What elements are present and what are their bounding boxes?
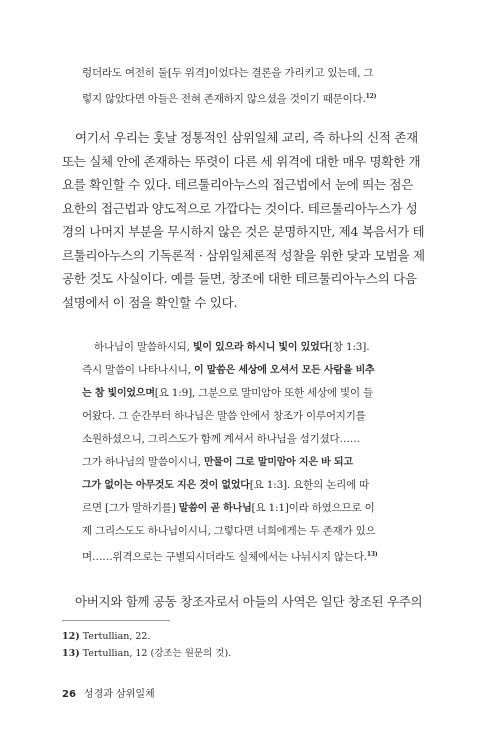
footnote-item: 13) Tertullian, 12 (강조는 원문의 것). xyxy=(62,648,232,659)
footnote-ref[interactable]: 12) xyxy=(365,93,377,100)
footnotes xyxy=(62,628,231,662)
page-footer xyxy=(62,685,155,700)
quote-line: 어왔다. 그 순간부터 하나님은 말씀 안에서 창조가 이루어지기를 xyxy=(82,410,366,422)
main-line: 경의 나머지 부분을 무시하지 않은 것은 분명하지만, 제4 복음서가 테 xyxy=(62,224,425,239)
quote-line: 제 그리스도도 하나님이시니, 그렇다면 너희에게는 두 존재가 있으 xyxy=(82,525,376,537)
quote-line: 소원하셨으니, 그리스도가 함께 계셔서 하나님을 섬기셨다…… xyxy=(82,433,361,445)
main-line: 또는 실체 안에 존재하는 뚜렷이 다른 세 위격에 대한 매우 명확한 개 xyxy=(62,153,421,169)
quote-line: 하나님이 말씀하시되, 빛이 있으라 하시니 빛이 있었다[창 1:3]. xyxy=(94,341,370,353)
footnote-item: 12) Tertullian, 22. xyxy=(62,631,151,642)
book-title: 성경과 삼위일체 xyxy=(83,689,155,700)
closing-paragraph xyxy=(62,590,422,614)
quote-line: 며……위격으로는 구별되시더라도 실체에서는 나뉘시지 않는다.$^{13)}$ xyxy=(82,551,378,563)
block-quote xyxy=(82,336,402,569)
main-line: 설명에서 이 점을 확인할 수 있다. xyxy=(62,294,238,310)
quote-line: 즉시 말씀이 나타나시니, 이 말씀은 세상에 오셔서 모든 사람을 비추 xyxy=(82,364,375,376)
footnote-ref[interactable]: 13) xyxy=(366,551,378,558)
main-paragraph xyxy=(62,126,425,314)
quote-line: 그가 하나님의 말씀이시니, 만물이 그로 말미암아 지은 바 되고 xyxy=(82,456,353,468)
intro-line: 렇지 않았다면 아들은 전혀 존재하지 않으셨을 것이기 때문이다.$^{12)}$ xyxy=(82,93,377,105)
quote-line: 는 참 빛이었으며[요 1:9], 그분으로 말미암아 또한 세상에 빛이 들 xyxy=(82,387,374,399)
main-line: 여기서 우리는 훗날 정통적인 삼위일체 교리, 즉 하나의 신적 존재 xyxy=(75,130,418,145)
quote-line: 르면 [그가 말하기를] 말씀이 곧 하나님[요 1:1]이라 하였으므로 이 xyxy=(82,502,375,514)
intro-paragraph xyxy=(82,62,402,111)
intro-line: 렁더라도 여전히 둘[두 위격]이었다는 결론을 가리키고 있는데, 그 xyxy=(82,67,374,79)
page-number: 26 xyxy=(62,689,76,700)
main-line: 요를 확인할 수 있다. 테르툴리아누스의 접근법에서 눈에 띄는 점은 xyxy=(62,177,413,192)
quote-line: 그가 없이는 아무것도 지은 것이 없었다[요 1:3]. 요한의 논리에 따 xyxy=(82,479,370,491)
closing-line: 아버지와 함께 공동 창조자로서 아들의 사역은 일단 창조된 우주의 xyxy=(75,594,423,609)
main-line: 르툴리아누스의 기독론적 · 삼위일체론적 성찰을 위한 닻과 모범을 제 xyxy=(62,247,425,263)
footnote-divider xyxy=(62,620,170,621)
main-line: 공한 것도 사실이다. 예를 들면, 창조에 대한 테르툴리아누스의 다음 xyxy=(62,271,417,286)
main-line: 요한의 접근법과 양도적으로 가깝다는 것이다. 테르툴리아누스가 성 xyxy=(62,200,418,216)
